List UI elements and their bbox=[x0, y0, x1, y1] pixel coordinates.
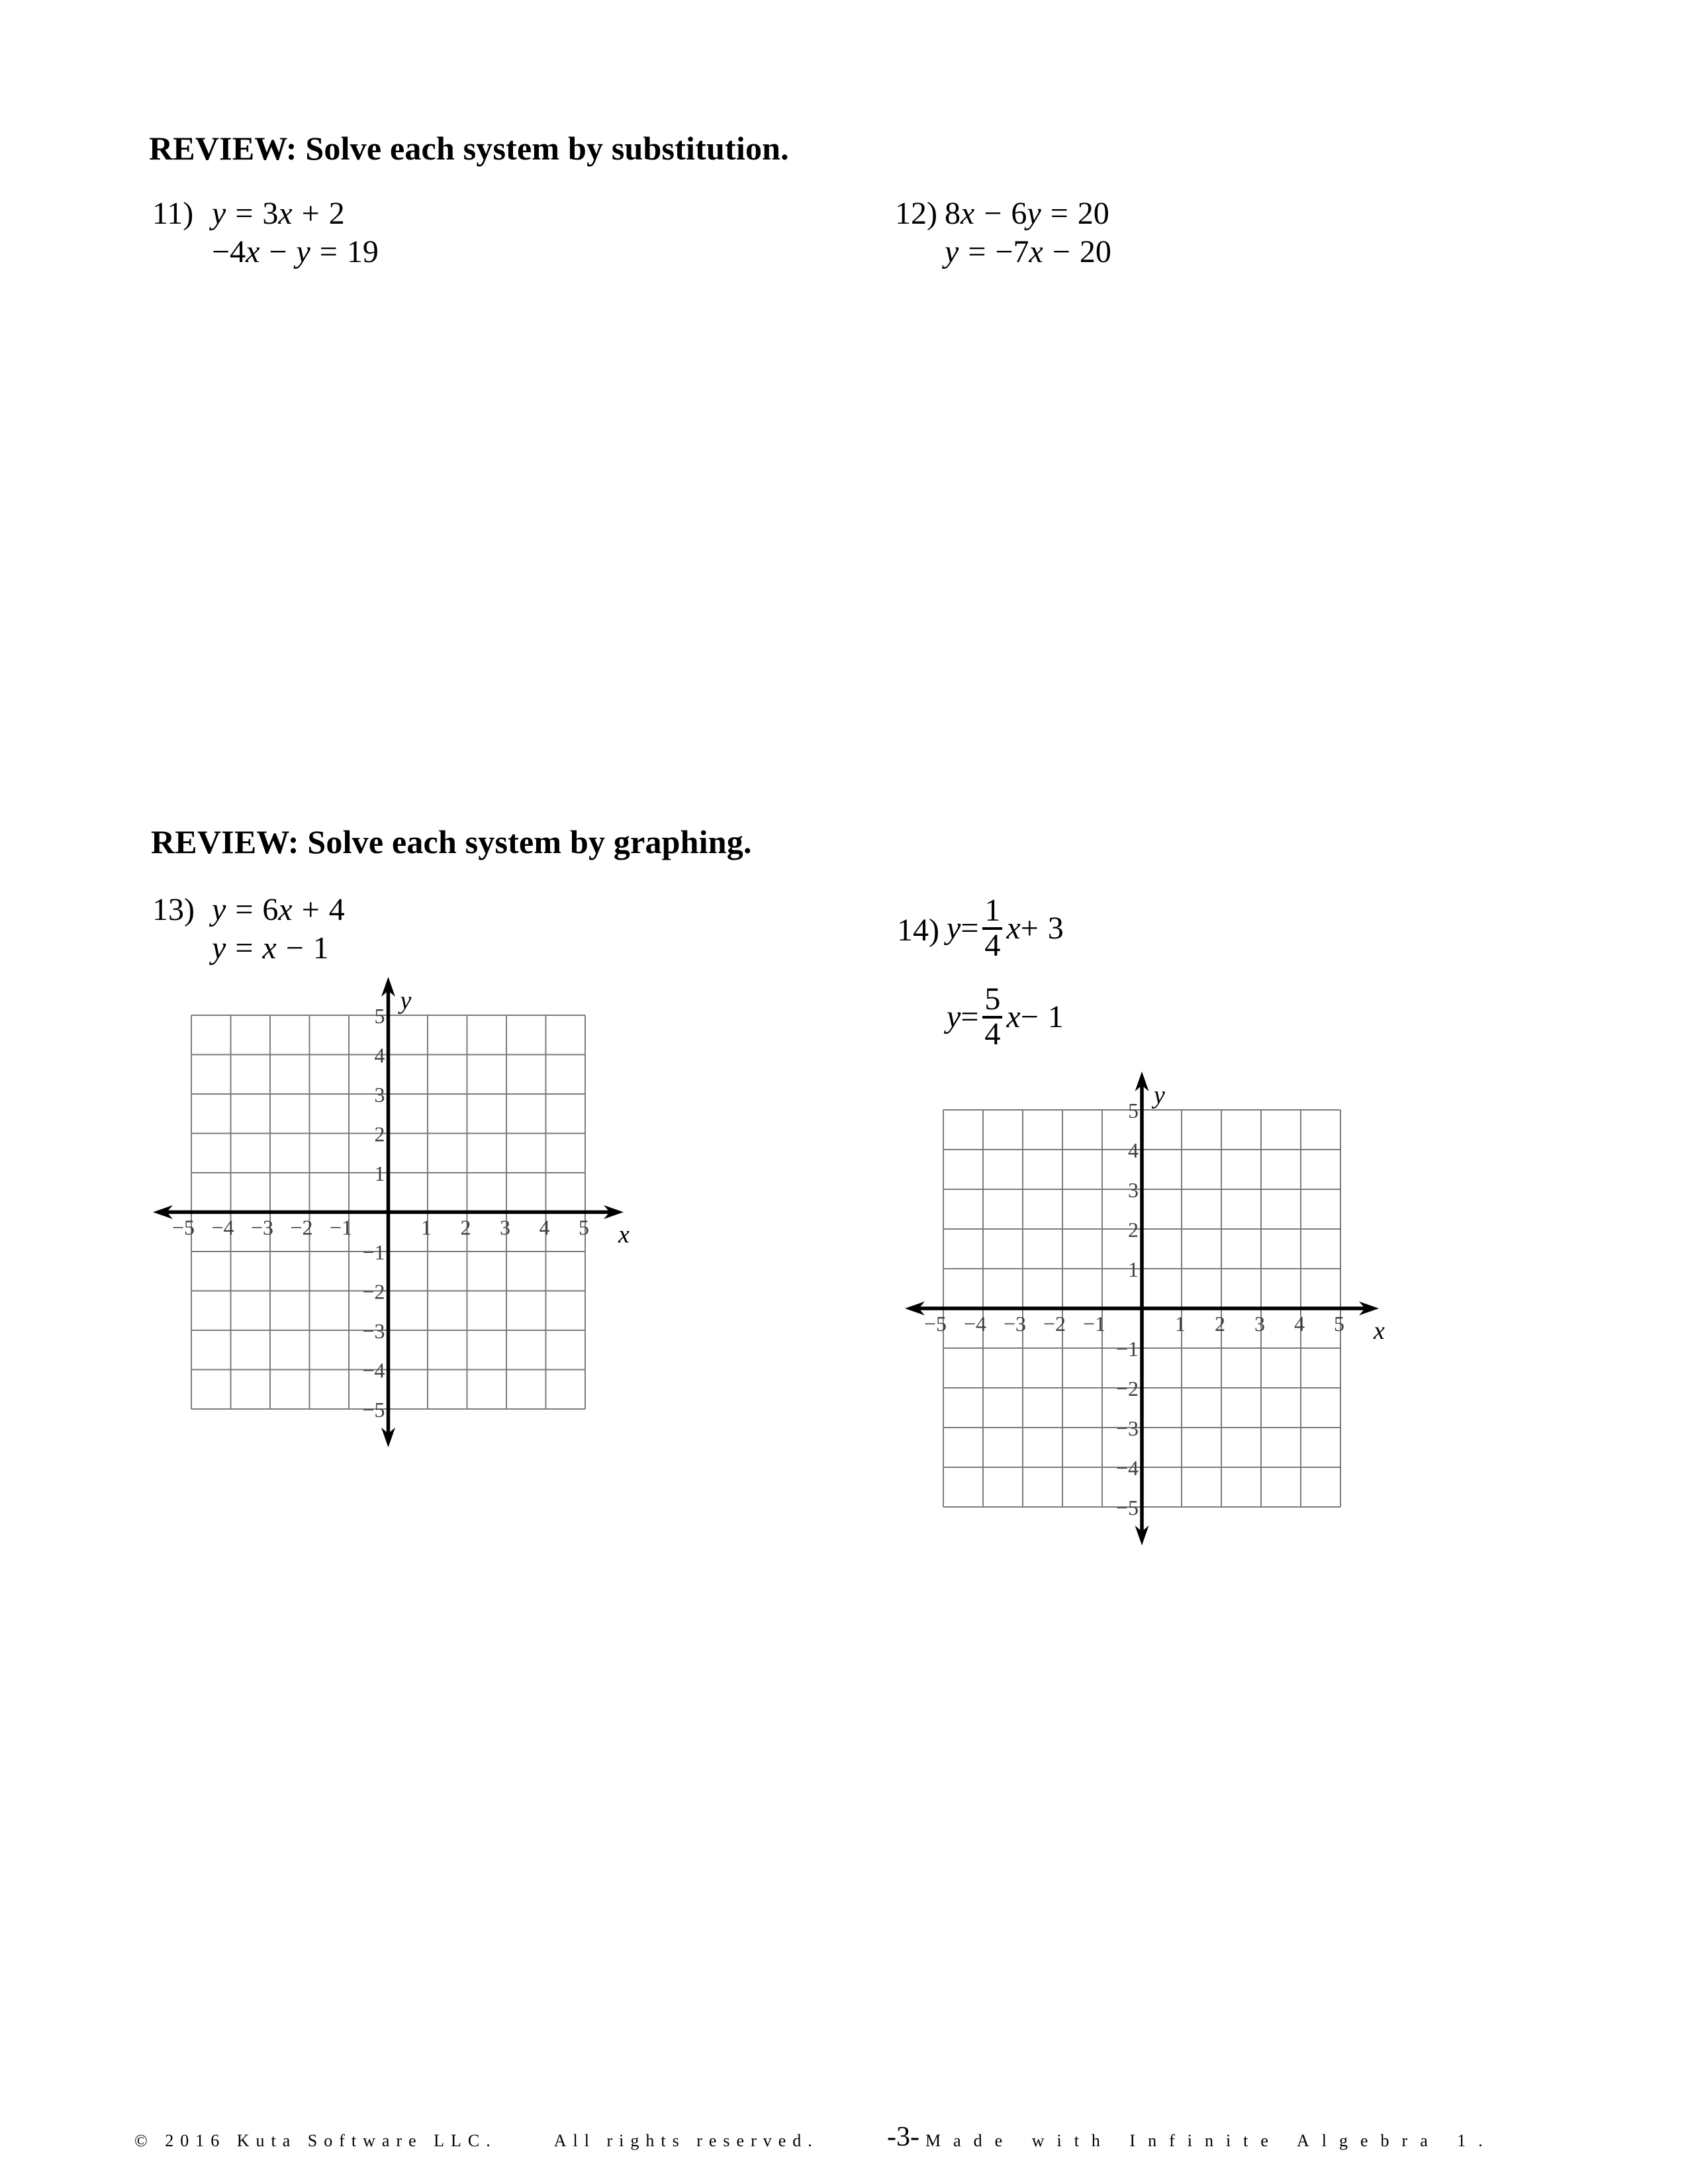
equation-line: y = $\frac{5}{4}$ x − 1 bbox=[947, 981, 1064, 1052]
axes bbox=[165, 989, 612, 1435]
y-tick-label: 1 bbox=[374, 1161, 385, 1185]
x-tick-label: 4 bbox=[1294, 1312, 1305, 1336]
y-tick-label: −2 bbox=[1115, 1377, 1139, 1400]
fraction: $\frac{1}{4}$ bbox=[982, 895, 1002, 962]
equation-lines bbox=[212, 195, 379, 271]
section-substitution-heading: REVIEW: Solve each system by substitution. bbox=[149, 130, 789, 167]
problem-number: 13) bbox=[152, 892, 195, 927]
y-axis-label: y bbox=[400, 987, 412, 1015]
x-tick-label: −3 bbox=[250, 1215, 274, 1240]
footer-made-with: Made with Infinite Algebra 1. bbox=[925, 2131, 1495, 2150]
y-tick-label: −1 bbox=[1115, 1337, 1139, 1361]
x-tick-label: 3 bbox=[500, 1215, 510, 1240]
y-tick-label: −3 bbox=[1115, 1416, 1139, 1440]
x-tick-label: −5 bbox=[923, 1312, 947, 1336]
equation-lines bbox=[945, 195, 1111, 271]
x-tick-label: −2 bbox=[1043, 1312, 1066, 1336]
x-tick-label: −2 bbox=[290, 1215, 313, 1240]
x-tick-label: 4 bbox=[539, 1215, 550, 1240]
equation-line: y = $\frac{1}{4}$ x + 3 bbox=[947, 893, 1064, 963]
y-tick-label: −4 bbox=[362, 1358, 385, 1383]
x-axis-label: x bbox=[618, 1220, 630, 1249]
footer-copyright-text: © 2016 Kuta Software LLC. bbox=[134, 2131, 497, 2150]
y-tick-label: −4 bbox=[1115, 1456, 1139, 1480]
axes bbox=[917, 1083, 1367, 1533]
y-tick-label: −5 bbox=[1115, 1496, 1139, 1520]
problem-12 bbox=[895, 195, 1111, 271]
y-tick-label: 1 bbox=[1128, 1257, 1139, 1281]
equation-line: 8x − 6y = 20 bbox=[945, 196, 1109, 231]
x-tick-label: −4 bbox=[963, 1312, 987, 1336]
problem-number: 11) bbox=[152, 196, 194, 231]
x-tick-label: −1 bbox=[1082, 1312, 1106, 1336]
problem-number: 14) bbox=[897, 913, 939, 948]
y-tick-label: −3 bbox=[362, 1319, 385, 1343]
x-tick-label: 3 bbox=[1254, 1312, 1265, 1336]
equation-line: −4x − y = 19 bbox=[212, 234, 379, 269]
problem-14 bbox=[897, 890, 1064, 1056]
y-tick-label: −2 bbox=[362, 1279, 385, 1304]
problem-11 bbox=[152, 195, 379, 271]
problem-13 bbox=[152, 891, 345, 968]
y-tick-label: −5 bbox=[362, 1398, 385, 1422]
y-tick-label: 4 bbox=[1128, 1138, 1139, 1162]
coordinate-grid-problem-13 bbox=[145, 959, 665, 1462]
equation-line: y = x − 1 bbox=[212, 931, 329, 966]
page-number: -3- bbox=[887, 2122, 919, 2152]
coordinate-grid-problem-14 bbox=[897, 1054, 1420, 1560]
y-tick-label: 2 bbox=[374, 1122, 385, 1146]
x-axis-label: x bbox=[1374, 1317, 1385, 1345]
problem-number: 12) bbox=[895, 196, 937, 231]
y-tick-label: 4 bbox=[374, 1043, 385, 1068]
equation-line: y = 3x + 2 bbox=[212, 196, 345, 231]
section-graphing-heading: REVIEW: Solve each system by graphing. bbox=[151, 823, 752, 860]
y-tick-label: 5 bbox=[374, 1004, 385, 1028]
x-tick-label: 5 bbox=[1334, 1312, 1344, 1336]
equation-lines bbox=[947, 890, 1064, 1056]
x-tick-label: 5 bbox=[579, 1215, 589, 1240]
y-tick-label: 5 bbox=[1128, 1099, 1139, 1122]
x-tick-label: −5 bbox=[171, 1215, 195, 1240]
equation-line: y = 6x + 4 bbox=[212, 892, 345, 927]
equation-lines bbox=[212, 891, 345, 968]
x-tick-label: 1 bbox=[1175, 1312, 1186, 1336]
y-tick-label: 3 bbox=[1128, 1178, 1139, 1202]
y-tick-label: −1 bbox=[362, 1240, 385, 1264]
x-tick-label: −4 bbox=[211, 1215, 234, 1240]
y-tick-label: 3 bbox=[374, 1083, 385, 1107]
x-tick-label: 1 bbox=[421, 1215, 432, 1240]
footer-copyright bbox=[134, 2131, 819, 2151]
x-tick-label: 2 bbox=[460, 1215, 471, 1240]
x-tick-label: 2 bbox=[1215, 1312, 1225, 1336]
y-tick-label: 2 bbox=[1128, 1218, 1139, 1242]
fraction: $\frac{5}{4}$ bbox=[982, 983, 1002, 1051]
x-tick-label: −3 bbox=[1003, 1312, 1027, 1336]
footer-rights-text: All rights reserved. bbox=[553, 2131, 819, 2150]
equation-line: y = −7x − 20 bbox=[945, 234, 1111, 269]
x-tick-label: −1 bbox=[329, 1215, 353, 1240]
y-axis-label: y bbox=[1154, 1081, 1165, 1109]
